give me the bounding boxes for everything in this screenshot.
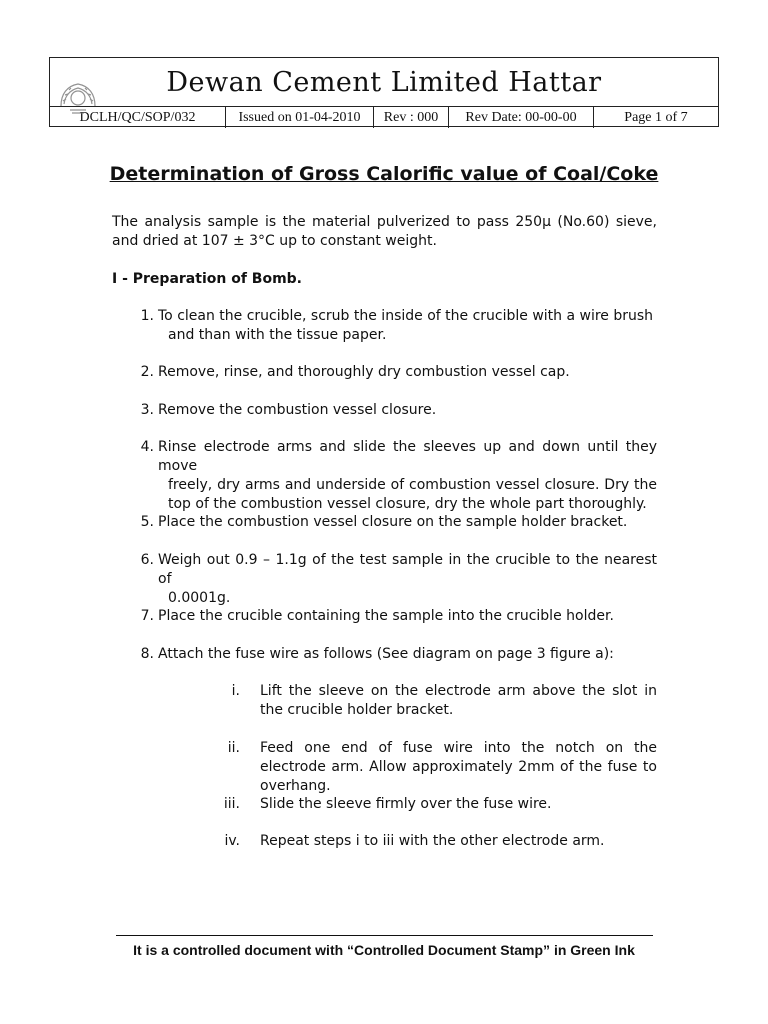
list-item: 8. Attach the fuse wire as follows (See diagram on page 3 figure a): bbox=[132, 645, 657, 664]
footer-note: It is a controlled document with “Controlled Document Stamp” in Green Ink bbox=[133, 942, 635, 958]
list-item: 6. Weigh out 0.9 – 1.1g of the test sample in the crucible to the nearest of 0.0001g. bbox=[132, 551, 657, 608]
intro-paragraph: The analysis sample is the material pulverized to pass 250µ (No.60) sieve, and dried at 107 ± 3°C up to constant weight. bbox=[112, 214, 657, 249]
list-number: 4. bbox=[140, 439, 154, 455]
sub-list-number: iv. bbox=[224, 833, 240, 849]
list-item: 7. Place the crucible containing the sample into the crucible holder. bbox=[132, 607, 657, 626]
sub-list-number: iii. bbox=[223, 796, 240, 812]
list-item: 1. To clean the crucible, scrub the inside of the crucible with a wire brush and than with the tissue paper. bbox=[132, 307, 657, 345]
list-number: 2. bbox=[140, 364, 154, 380]
document-info-row bbox=[50, 106, 718, 128]
list-number: 7. bbox=[140, 608, 154, 624]
sub-list-number: ii. bbox=[227, 740, 240, 756]
list-number: 3. bbox=[140, 402, 154, 418]
list-number: 5. bbox=[140, 514, 154, 530]
company-name: Dewan Cement Limited Hattar bbox=[166, 66, 602, 98]
sub-list-item: ii. Feed one end of fuse wire into the notch on the electrode arm. Allow approximately 2mm of the fuse to overhang. bbox=[210, 739, 657, 796]
issue-date: Issued on 01-04-2010 bbox=[226, 107, 374, 128]
sub-list-number: i. bbox=[231, 683, 240, 699]
list-item: 2. Remove, rinse, and thoroughly dry combustion vessel cap. bbox=[132, 363, 657, 382]
document-title: Determination of Gross Calorific value of Coal/Coke bbox=[109, 163, 659, 185]
document-number: DCLH/QC/SOP/032 bbox=[50, 107, 226, 128]
list-item: 3. Remove the combustion vessel closure. bbox=[132, 401, 657, 420]
list-number: 6. bbox=[140, 552, 154, 568]
list-number: 1. bbox=[140, 308, 154, 324]
list-number: 8. bbox=[140, 646, 154, 662]
company-emblem-icon bbox=[57, 76, 99, 118]
list-item: 5. Place the combustion vessel closure on the sample holder bracket. bbox=[132, 513, 657, 532]
list-item: 4. Rinse electrode arms and slide the sleeves up and down until they move freely, dry arms and underside of combustion vessel closure. Dry the top of the combustion vessel closure, dry the whole part thoroughly. bbox=[132, 438, 657, 514]
footer-divider bbox=[116, 935, 653, 936]
page-number: Page 1 of 7 bbox=[624, 109, 688, 125]
document-header bbox=[49, 57, 719, 127]
revision: Rev : 000 bbox=[374, 107, 449, 128]
sub-list-item: iv. Repeat steps i to iii with the other electrode arm. bbox=[210, 832, 657, 851]
sub-list-item: i. Lift the sleeve on the electrode arm above the slot in the crucible holder bracket. bbox=[210, 682, 657, 720]
section-heading: I - Preparation of Bomb. bbox=[112, 271, 302, 287]
revision-date: Rev Date: 00-00-00 bbox=[449, 107, 594, 128]
sub-list-item: iii. Slide the sleeve firmly over the fuse wire. bbox=[210, 795, 657, 814]
